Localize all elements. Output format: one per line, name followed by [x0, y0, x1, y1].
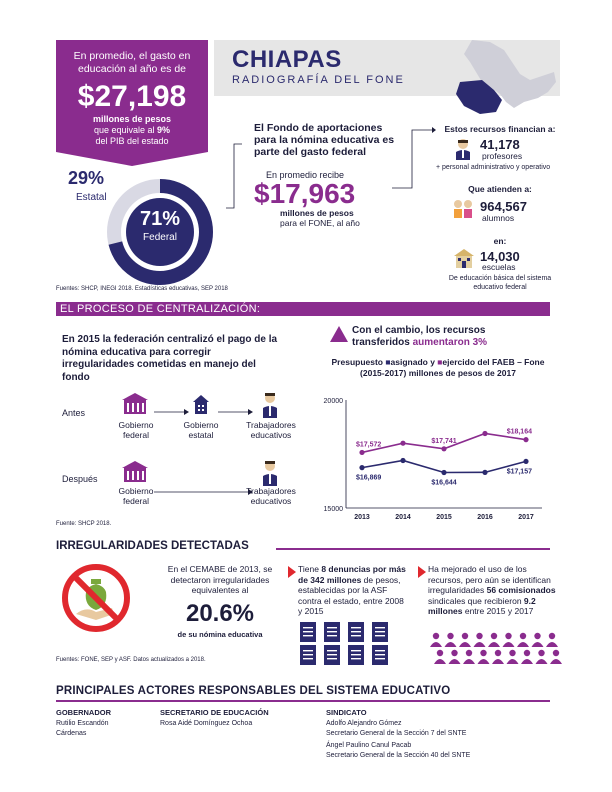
data-label: $18,164 [506, 428, 532, 436]
escuelas-desc: De educación básica del sistema educativo federal [448, 275, 552, 291]
chart-subtitle: (2015-2017) millones de pesos de 2017 [360, 368, 516, 378]
gasto-intro: En promedio, el gasto en educación al año es de [73, 50, 191, 75]
node-trabajadores-2: Trabajadores educativos [246, 486, 296, 506]
document-line [303, 650, 313, 651]
person-body [536, 659, 548, 664]
worker-icon-1 [263, 393, 277, 418]
document-line [303, 635, 313, 636]
y-tick-label: 20000 [323, 398, 343, 405]
sindicato-2b: Secretario General de la Sección 40 del SNTE [326, 752, 471, 759]
alumnos-label: alumnos [482, 213, 515, 223]
person-icon [491, 633, 497, 639]
gasto-unit: millones de pesos [92, 114, 172, 124]
person-body [546, 642, 558, 647]
worker-icon-2 [263, 461, 277, 486]
cambio-line1: Con el cambio, los recursos [352, 325, 486, 336]
gov-federal-icon-1 [122, 393, 148, 414]
point-ejercido [441, 446, 446, 451]
person-body [507, 659, 519, 664]
sindicato-2: Ángel Paulino Canul Pacab [326, 742, 412, 749]
person-body [430, 642, 442, 647]
profesores-count: 41,178 [480, 137, 520, 152]
person-body [449, 659, 461, 664]
document-line [351, 635, 361, 636]
person-icon [538, 650, 544, 656]
person-body [478, 659, 490, 664]
person-icon [495, 650, 501, 656]
person-icon [447, 633, 453, 639]
source-1: Fuentes: SHCP, INEGI 2018. Estadísticas educativas, SEP 2018 [56, 286, 228, 292]
point-ejercido [523, 437, 528, 442]
red-arrow-icon-2 [418, 566, 426, 578]
header-gasto-box [56, 40, 208, 152]
mexico-map-icon [420, 36, 560, 116]
fone-per: para el FONE, al año [280, 218, 360, 228]
document-line [375, 658, 385, 659]
person-body [492, 659, 504, 664]
gobernador-name-1: Rutilio Escandón [56, 720, 109, 727]
fone-amount: $17,963 [254, 178, 356, 209]
fone-recibe: En promedio recibe [266, 170, 345, 180]
fone-title: El Fondo de aportaciones para la nómina educativa es parte del gasto federal [254, 122, 395, 158]
data-label: $17,572 [356, 441, 382, 449]
recursos-title: Estos recursos financian a: [444, 124, 556, 134]
escuelas-label: escuelas [482, 262, 516, 272]
document-line [303, 627, 313, 628]
red-arrow-icon-1 [288, 566, 296, 578]
person-icon [505, 633, 511, 639]
mejorado-text: Ha mejorado el uso de los recursos, pero aún se identifican irregularidades 56 comisionados sindicales que recibieron 9.2 millones entre 2015 y 2017 [428, 564, 556, 616]
person-icon [480, 650, 486, 656]
person-body [532, 642, 544, 647]
gasto-amount: $27,198 [77, 80, 187, 113]
estatal-pct: 29% [68, 168, 105, 188]
header-arrow [56, 152, 208, 166]
data-label: $17,741 [431, 437, 457, 445]
person-body [445, 642, 457, 647]
actores-title: PRINCIPALES ACTORES RESPONSABLES DEL SISTEMA EDUCATIVO [56, 685, 451, 697]
centralizacion-text: En 2015 la federación centralizó el pago de la nómina educativa para corregir irregularidades cometidas en manejo del fondo [62, 334, 278, 383]
en-label: en: [493, 236, 507, 246]
document-line [327, 631, 337, 632]
source-2: Fuente: SHCP 2018. [56, 521, 112, 527]
document-line [351, 650, 361, 651]
gobernador-name-2: Cárdenas [56, 730, 87, 737]
point-asignado [523, 459, 528, 464]
sindicato-head: SINDICATO [326, 708, 367, 717]
point-ejercido [482, 431, 487, 436]
secretario-name: Rosa Aidé Domínguez Ochoa [160, 720, 253, 727]
document-line [375, 631, 385, 632]
no-money-icon [60, 562, 132, 634]
x-tick-label: 2016 [477, 514, 493, 521]
point-asignado [441, 470, 446, 475]
up-triangle-icon [330, 326, 348, 342]
secretario-head: SECRETARIO DE EDUCACIÓN [160, 708, 269, 717]
person-icon [451, 650, 457, 656]
x-tick-label: 2017 [518, 514, 534, 521]
document-line [351, 627, 361, 628]
y-tick-label: 15000 [323, 506, 343, 513]
x-tick-label: 2013 [354, 514, 370, 521]
document-line [327, 635, 337, 636]
antes-label: Antes [62, 408, 86, 418]
page-title: CHIAPAS [232, 46, 342, 73]
document-line [327, 654, 337, 655]
person-icon [476, 633, 482, 639]
person-body [463, 659, 475, 664]
gov-estatal-icon [193, 395, 209, 414]
document-line [303, 654, 313, 655]
document-line [303, 658, 313, 659]
document-line [351, 654, 361, 655]
sindicato-1b: Secretario General de la Sección 7 del SNTE [326, 730, 467, 737]
documents-icon [296, 620, 396, 666]
document-line [303, 631, 313, 632]
document-line [327, 627, 337, 628]
escuelas-count: 14,030 [480, 249, 520, 264]
document-line [351, 658, 361, 659]
document-line [375, 650, 385, 651]
document-line [375, 627, 385, 628]
cambio-line2: transferidos aumentaron 3% [352, 337, 488, 348]
denuncias-text: Tiene 8 denuncias por más de 342 millones de pesos, establecidas por la ASF contra el estado, entre 2008 y 2015 [298, 564, 406, 616]
document-line [375, 635, 385, 636]
point-asignado [400, 458, 405, 463]
sindicato-1: Adolfo Alejandro Gómez [326, 720, 402, 727]
node-gob-federal-2: Gobierno federal [118, 486, 154, 506]
irregularidades-pct: 20.6% [185, 600, 255, 627]
node-gob-estatal: Gobierno estatal [183, 420, 219, 440]
gasto-pib: del PIB del estado [95, 136, 169, 146]
point-asignado [359, 465, 364, 470]
person-body [434, 659, 446, 664]
irregularidades-title: IRREGULARIDADES DETECTADAS [56, 540, 249, 552]
person-body [550, 659, 562, 664]
person-body [503, 642, 515, 647]
actores-rule [56, 700, 550, 702]
despues-label: Después [62, 474, 98, 484]
data-label: $17,157 [506, 468, 532, 476]
estatal-label: Estatal [76, 192, 107, 203]
person-body [488, 642, 500, 647]
source-3: Fuentes: FONE, SEP y ASF. Datos actualizados a 2018. [56, 657, 206, 663]
person-icon [534, 633, 540, 639]
person-icon [553, 650, 559, 656]
federal-label: Federal [143, 232, 177, 243]
person-icon [433, 633, 439, 639]
cemabe-text: En el CEMABE de 2013, se detectaron irregularidades equivalentes al [167, 564, 273, 595]
point-ejercido [359, 450, 364, 455]
x-tick-label: 2014 [395, 514, 411, 521]
person-body [459, 642, 471, 647]
people-icon [430, 632, 562, 666]
node-trabajadores-1: Trabajadores educativos [246, 420, 296, 440]
gasto-equivale: que equivale al 9% [93, 125, 171, 135]
page-subtitle: RADIOGRAFÍA DEL FONE [232, 74, 405, 86]
person-icon [524, 650, 530, 656]
person-icon [437, 650, 443, 656]
students-icon [452, 198, 474, 218]
person-body [474, 642, 486, 647]
document-line [327, 658, 337, 659]
person-body [521, 659, 533, 664]
data-label: $16,869 [356, 474, 382, 482]
personal-admin: + personal administrativo y operativo [436, 164, 551, 171]
point-ejercido [400, 441, 405, 446]
federal-pct: 71% [139, 208, 181, 230]
centralizacion-title: EL PROCESO DE CENTRALIZACIÓN: [60, 303, 261, 315]
document-line [375, 654, 385, 655]
irregularidades-rule [276, 548, 550, 550]
person-icon [549, 633, 555, 639]
irregularidades-pct-label: de su nómina educativa [177, 630, 263, 639]
person-icon [509, 650, 515, 656]
person-icon [466, 650, 472, 656]
alumnos-count: 964,567 [480, 199, 527, 214]
chart-title: Presupuesto ■asignado y ■ejercido del FAEB – Fone [331, 357, 545, 367]
school-icon [454, 248, 474, 268]
person-icon [520, 633, 526, 639]
node-gob-federal-1: Gobierno federal [118, 420, 154, 440]
document-line [351, 631, 361, 632]
profesores-label: profesores [482, 151, 523, 161]
data-label: $16,644 [431, 479, 457, 487]
point-asignado [482, 470, 487, 475]
teacher-icon [454, 138, 472, 160]
document-line [327, 650, 337, 651]
x-tick-label: 2015 [436, 514, 452, 521]
person-body [517, 642, 529, 647]
fone-unit: millones de pesos [280, 208, 354, 218]
gobernador-head: GOBERNADOR [56, 708, 112, 717]
faeb-fone-line-chart [312, 382, 560, 522]
gov-federal-icon-2 [122, 461, 148, 482]
person-icon [462, 633, 468, 639]
atienden-title: Que atienden a: [468, 184, 532, 194]
